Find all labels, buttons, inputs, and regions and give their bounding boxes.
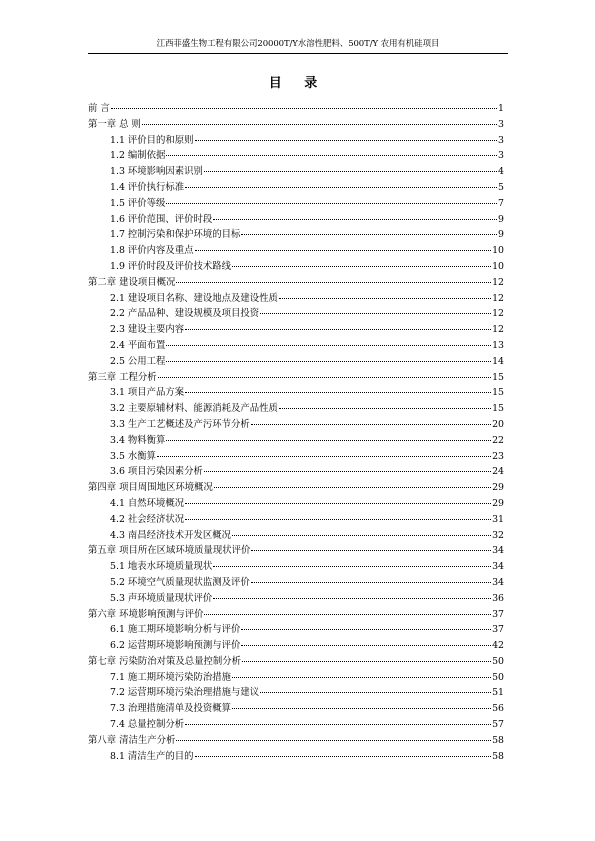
toc-entry-label: 4.2 社会经济状况 (110, 513, 185, 525)
toc-section-entry[interactable] (88, 670, 504, 686)
toc-dot-leader (241, 629, 491, 630)
toc-dot-leader (204, 171, 497, 172)
toc-dot-leader (251, 424, 491, 425)
toc-dot-leader (176, 282, 491, 283)
toc-page-number: 12 (492, 324, 504, 336)
toc-chapter-entry[interactable] (88, 101, 504, 117)
toc-chapter-entry[interactable] (88, 480, 504, 496)
toc-dot-leader (166, 155, 497, 156)
toc-title: 目 录 (268, 76, 327, 91)
toc-dot-leader (185, 724, 491, 725)
toc-entry-label: 2.3 建设主要内容 (110, 324, 185, 336)
toc-page-number: 15 (492, 371, 504, 383)
toc-entry-label: 3.4 物料衡算 (110, 434, 166, 446)
toc-dot-leader (166, 440, 491, 441)
toc-dot-leader (251, 550, 491, 551)
toc-entry-label: 7.3 治理措施清单及投资概算 (110, 703, 232, 715)
toc-section-entry[interactable] (88, 338, 504, 354)
toc-section-entry[interactable] (88, 148, 504, 164)
toc-page-number: 12 (492, 308, 504, 320)
toc-section-entry[interactable] (88, 401, 504, 417)
toc-page-number: 32 (492, 529, 504, 541)
table-of-contents (88, 101, 504, 764)
toc-entry-label: 7.1 施工期环境污染防治措施 (110, 671, 232, 683)
toc-section-entry[interactable] (88, 306, 504, 322)
toc-page-number: 4 (498, 166, 504, 178)
toc-dot-leader (260, 313, 491, 314)
toc-section-entry[interactable] (88, 196, 504, 212)
toc-section-entry[interactable] (88, 322, 504, 338)
toc-dot-leader (213, 219, 497, 220)
toc-page-number: 12 (492, 292, 504, 304)
toc-page-number: 3 (498, 150, 504, 162)
toc-entry-label: 4.3 南昌经济技术开发区概况 (110, 529, 232, 541)
toc-dot-leader (176, 740, 491, 741)
header-rule (88, 53, 508, 54)
toc-chapter-entry[interactable] (88, 654, 504, 670)
toc-section-entry[interactable] (88, 449, 504, 465)
toc-entry-label: 第三章 工程分析 (88, 371, 157, 383)
toc-dot-leader (213, 566, 491, 567)
toc-dot-leader (241, 234, 497, 235)
toc-entry-label: 3.5 水衡算 (110, 450, 157, 462)
toc-page-number: 22 (492, 434, 504, 446)
toc-page-number: 58 (492, 750, 504, 762)
toc-entry-label: 5.3 声环境质量现状评价 (110, 592, 213, 604)
toc-section-entry[interactable] (88, 385, 504, 401)
toc-entry-label: 第八章 清洁生产分析 (88, 734, 176, 746)
toc-dot-leader (166, 345, 491, 346)
toc-section-entry[interactable] (88, 638, 504, 654)
toc-entry-label: 第七章 污染防治对策及总量控制分析 (88, 655, 241, 667)
toc-entry-label: 1.5 评价等级 (110, 197, 166, 209)
toc-section-entry[interactable] (88, 559, 504, 575)
toc-page-number: 50 (492, 655, 504, 667)
toc-dot-leader (251, 582, 491, 583)
toc-page-number: 37 (492, 608, 504, 620)
toc-page-number: 51 (492, 687, 504, 699)
toc-section-entry[interactable] (88, 227, 504, 243)
toc-section-entry[interactable] (88, 354, 504, 370)
toc-section-entry[interactable] (88, 591, 504, 607)
toc-page-number: 10 (492, 245, 504, 257)
toc-page-number: 15 (492, 387, 504, 399)
toc-page-number: 57 (492, 719, 504, 731)
toc-section-entry[interactable] (88, 180, 504, 196)
toc-section-entry[interactable] (88, 717, 504, 733)
toc-section-entry[interactable] (88, 133, 504, 149)
toc-dot-leader (204, 614, 491, 615)
toc-page-number: 29 (492, 482, 504, 494)
toc-entry-label: 1.8 评价内容及重点 (110, 245, 194, 257)
toc-entry-label: 2.5 公用工程 (110, 355, 166, 367)
toc-dot-leader (232, 535, 491, 536)
toc-entry-label: 2.1 建设项目名称、建设地点及建设性质 (110, 292, 278, 304)
toc-entry-label: 7.2 运营期环境污染治理措施与建议 (110, 687, 260, 699)
toc-chapter-entry[interactable] (88, 733, 504, 749)
toc-dot-leader (185, 392, 491, 393)
toc-dot-leader (232, 266, 491, 267)
toc-dot-leader (260, 692, 491, 693)
toc-entry-label: 6.1 施工期环境影响分析与评价 (110, 624, 241, 636)
toc-entry-label: 1.2 编制依据 (110, 150, 166, 162)
toc-dot-leader (195, 756, 492, 757)
toc-dot-leader (111, 108, 497, 109)
toc-entry-label: 4.1 自然环境概况 (110, 497, 185, 509)
toc-dot-leader (185, 503, 491, 504)
toc-page-number: 15 (492, 403, 504, 415)
toc-entry-label: 1.1 评价目的和原则 (110, 134, 194, 146)
toc-chapter-entry[interactable] (88, 543, 504, 559)
toc-section-entry[interactable] (88, 164, 504, 180)
toc-entry-label: 第四章 项目周围地区环境概况 (88, 482, 213, 494)
toc-chapter-entry[interactable] (88, 117, 504, 133)
toc-entry-label: 1.3 环境影响因素识别 (110, 166, 203, 178)
toc-dot-leader (214, 487, 491, 488)
toc-dot-leader (195, 140, 498, 141)
toc-page-number: 7 (498, 197, 504, 209)
toc-entry-label: 2.2 产品品种、建设规模及项目投资 (110, 308, 260, 320)
toc-entry-label: 3.1 项目产品方案 (110, 387, 185, 399)
toc-entry-label: 5.1 地表水环境质量现状 (110, 561, 213, 573)
toc-chapter-entry[interactable] (88, 275, 504, 291)
toc-section-entry[interactable] (88, 749, 504, 765)
toc-entry-label: 第五章 项目所在区域环境质量现状评价 (88, 545, 251, 557)
toc-page-number: 10 (492, 260, 504, 272)
toc-dot-leader (213, 598, 491, 599)
toc-entry-label: 7.4 总量控制分析 (110, 719, 185, 731)
toc-chapter-entry[interactable] (88, 370, 504, 386)
toc-page-number: 56 (492, 703, 504, 715)
toc-dot-leader (232, 708, 491, 709)
toc-section-entry[interactable] (88, 575, 504, 591)
toc-dot-leader (242, 661, 491, 662)
toc-page-number: 23 (492, 450, 504, 462)
toc-dot-leader (185, 187, 497, 188)
toc-page-number: 36 (492, 592, 504, 604)
toc-dot-leader (195, 250, 492, 251)
toc-dot-leader (241, 645, 491, 646)
toc-page-number: 24 (492, 466, 504, 478)
page-header: 江西菲盛生物工程有限公司20000T/Y水溶性肥料、500T/Y 农用有机硅项目 (156, 39, 440, 49)
toc-page-number: 42 (492, 640, 504, 652)
toc-section-entry[interactable] (88, 464, 504, 480)
toc-entry-label: 第二章 建设项目概况 (88, 276, 176, 288)
toc-page-number: 34 (492, 545, 504, 557)
toc-section-entry[interactable] (88, 701, 504, 717)
toc-entry-label: 2.4 平面布置 (110, 339, 166, 351)
toc-entry-label: 第一章 总 则 (88, 118, 141, 130)
toc-dot-leader (157, 456, 491, 457)
toc-page-number: 12 (492, 276, 504, 288)
toc-page-number: 5 (498, 181, 504, 193)
toc-dot-leader (166, 361, 491, 362)
toc-dot-leader (204, 471, 491, 472)
toc-page-number: 3 (498, 118, 504, 130)
toc-page-number: 50 (492, 671, 504, 683)
toc-section-entry[interactable] (88, 512, 504, 528)
toc-dot-leader (185, 519, 491, 520)
toc-page-number: 31 (492, 513, 504, 525)
toc-entry-label: 第六章 环境影响预测与评价 (88, 608, 204, 620)
toc-section-entry[interactable] (88, 212, 504, 228)
toc-dot-leader (279, 298, 491, 299)
toc-entry-label: 1.4 评价执行标准 (110, 181, 185, 193)
toc-entry-label: 1.7 控制污染和保护环境的目标 (110, 229, 241, 241)
toc-page-number: 34 (492, 576, 504, 588)
toc-entry-label: 6.2 运营期环境影响预测与评价 (110, 640, 241, 652)
toc-section-entry[interactable] (88, 417, 504, 433)
toc-section-entry[interactable] (88, 496, 504, 512)
toc-page-number: 34 (492, 561, 504, 573)
toc-section-entry[interactable] (88, 528, 504, 544)
toc-section-entry[interactable] (88, 685, 504, 701)
toc-dot-leader (166, 203, 497, 204)
toc-entry-label: 3.3 生产工艺概述及产污环节分析 (110, 418, 250, 430)
toc-page-number: 13 (492, 339, 504, 351)
toc-page-number: 14 (492, 355, 504, 367)
toc-page-number: 1 (498, 103, 504, 114)
toc-page-number: 37 (492, 624, 504, 636)
toc-page-number: 58 (492, 734, 504, 746)
toc-dot-leader (142, 124, 497, 125)
toc-dot-leader (279, 408, 491, 409)
toc-dot-leader (158, 377, 491, 378)
toc-section-entry[interactable] (88, 291, 504, 307)
toc-chapter-entry[interactable] (88, 607, 504, 623)
toc-entry-label: 8.1 清洁生产的目的 (110, 750, 194, 762)
toc-entry-label: 1.9 评价时段及评价技术路线 (110, 260, 232, 272)
toc-section-entry[interactable] (88, 243, 504, 259)
toc-page-number: 9 (498, 229, 504, 241)
toc-entry-label: 3.2 主要原辅材料、能源消耗及产品性质 (110, 403, 278, 415)
toc-section-entry[interactable] (88, 259, 504, 275)
toc-section-entry[interactable] (88, 622, 504, 638)
toc-entry-label: 5.2 环境空气质量现状监测及评价 (110, 576, 250, 588)
toc-entry-label: 1.6 评价范围、评价时段 (110, 213, 213, 225)
toc-page-number: 9 (498, 213, 504, 225)
toc-dot-leader (232, 677, 491, 678)
toc-dot-leader (185, 329, 491, 330)
toc-entry-label: 3.6 项目污染因素分析 (110, 466, 203, 478)
toc-entry-label: 前 言 (88, 103, 110, 114)
toc-page-number: 20 (492, 418, 504, 430)
toc-page-number: 3 (498, 134, 504, 146)
toc-page-number: 29 (492, 497, 504, 509)
toc-section-entry[interactable] (88, 433, 504, 449)
